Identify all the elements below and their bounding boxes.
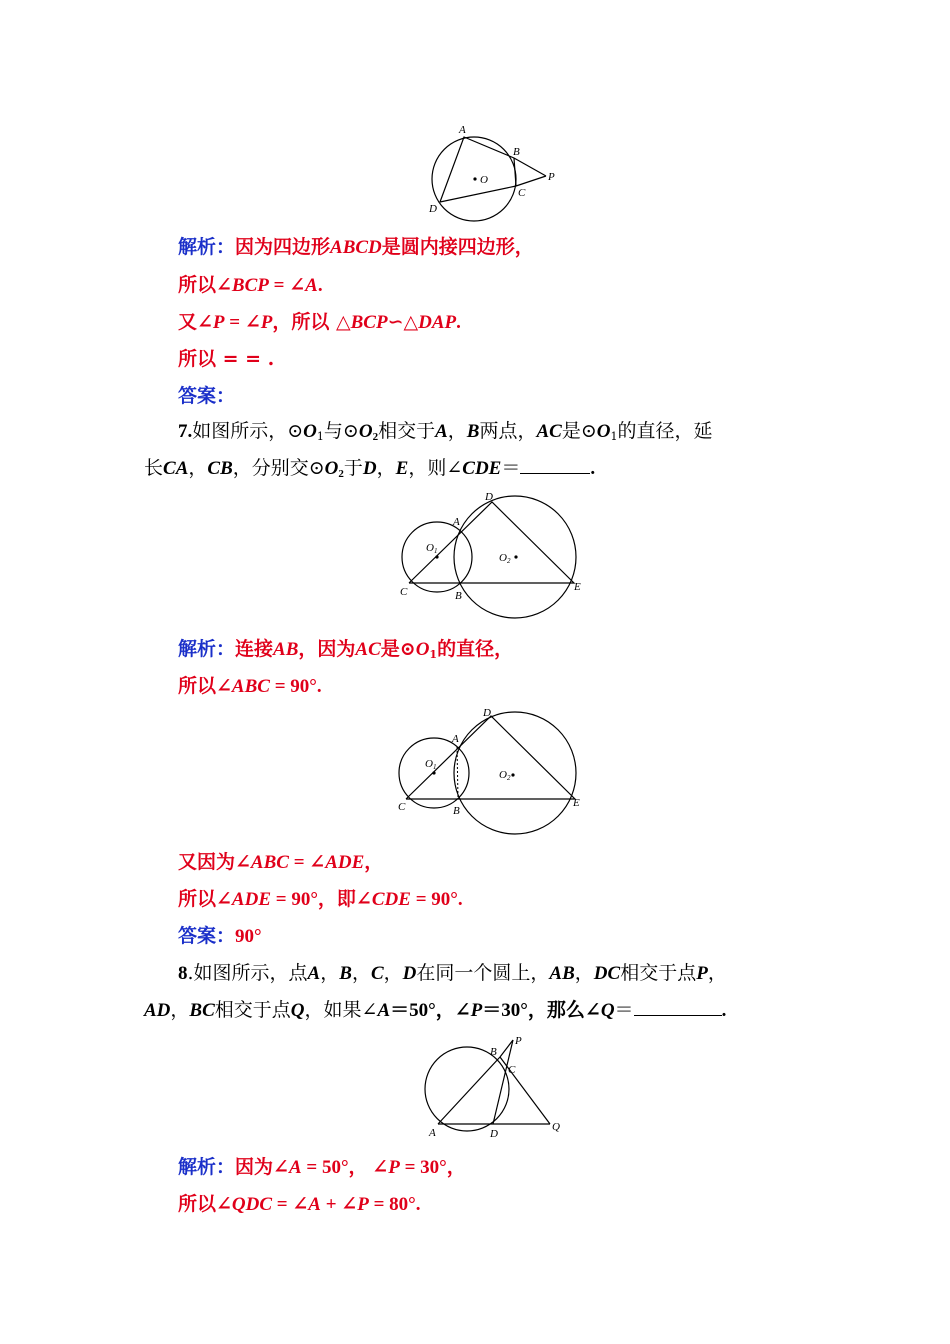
label-c: C [518,187,526,199]
text: 相交于点 [620,962,697,984]
text: AC [355,639,381,660]
text: ， [351,962,371,984]
analysis-tag: 解析： [178,1156,236,1178]
text: DAP [418,312,457,333]
solution8-line2 [178,1191,421,1218]
text: AB [273,639,299,660]
text: 所以∠ [178,888,232,910]
text: 所以∠ [178,675,232,697]
segment-a-b-p [438,1040,513,1124]
label-a: A [452,733,459,745]
text: CB [207,458,233,479]
text: E [395,458,409,479]
text: AB [549,963,575,984]
segment-d-c-p [440,176,546,202]
text: 相交于 [378,420,436,442]
solution6-line2 [178,272,323,299]
text: 是圆内接四边形， [381,236,534,258]
center-o2-dot [511,773,514,776]
label-a: A [429,1127,436,1139]
center-o2-dot [514,555,517,558]
text: ＝50°，∠ [390,1000,471,1021]
label-e: E [574,581,581,593]
text: .如图所示，点 [187,962,308,984]
text: ， [376,457,396,479]
text: 是⊙ [380,638,416,660]
text: O [324,458,339,479]
text: A [308,1194,321,1215]
text: P [388,1157,400,1178]
label-a: A [453,516,460,528]
text: ， [188,457,208,479]
text: BCP [231,275,269,296]
text: ＝ [614,999,634,1021]
text: . [317,275,323,296]
text: ABCD [330,237,382,258]
answer7 [178,923,262,950]
text: A [305,275,318,296]
label-c: C [398,801,406,813]
label-o2: O2 [499,552,511,565]
text: CDE [462,458,502,479]
text: ADE [231,889,271,910]
text: 又∠ [178,311,213,333]
text: 因为四边形 [235,236,331,258]
text: ADE [325,852,365,873]
label-c: C [400,586,408,598]
solution8-line1 [178,1154,466,1181]
label-e: E [573,797,580,809]
text: 所以∠ [178,274,232,296]
text: CDE [371,889,411,910]
text: = ∠ [272,1194,309,1215]
text: ， [320,962,340,984]
text: P [470,1000,483,1021]
text: ，则∠ [408,457,463,479]
subscript: 2 [338,468,344,480]
solution6-line1 [178,234,534,261]
text: = 90°，即∠ [271,889,372,910]
segment-d-a-b-p [440,137,546,202]
question7-line2 [144,455,595,482]
text: B [339,963,352,984]
text: = ∠ [288,852,326,873]
subscript: 1 [610,430,618,443]
text: 又因为∠ [178,851,251,873]
label-d: D [483,707,491,719]
label-o1: O1 [425,758,437,771]
answer-value: 90° [235,926,262,947]
text: 在同一个圆上， [416,962,550,984]
text: ＝30°，那么∠ [482,1000,601,1021]
figure-cyclic-quadrilateral-abcd [420,120,560,220]
solution7-line2 [178,673,322,700]
text: = 30°， [399,1157,466,1178]
question8-line2 [144,997,726,1024]
text: Q [290,1000,305,1021]
text: A [288,1157,302,1178]
text: D [362,458,377,479]
text: ， [383,962,403,984]
text: O [358,421,373,442]
text: ， [574,962,594,984]
center-o1-dot [435,555,438,558]
label-b: B [513,146,520,158]
text: AD [144,1000,171,1021]
text: O [303,421,317,442]
text: BCP [350,312,388,333]
text: Q [600,1000,615,1021]
question-number: 8 [178,963,188,984]
text: O [596,421,611,442]
text: ，所以 △ [272,311,351,333]
circle [425,1047,509,1131]
text: = 90°. [410,889,463,910]
figure-two-circles-q7-solution [392,706,592,821]
circle-o2 [454,712,576,834]
label-c: C [508,1064,516,1076]
text: = 50°， ∠ [301,1157,389,1178]
text: 的直径， [437,638,514,660]
text: P [696,963,708,984]
text: 与⊙ [323,420,359,442]
text: CA [163,458,189,479]
label-d: D [429,203,437,215]
text: 两点， [479,420,537,442]
solution6-line3 [178,309,461,336]
text: . [590,458,596,479]
text: ，因为 [298,638,356,660]
text: ， [364,851,384,873]
text: QDC [231,1194,273,1215]
text: . [721,1000,727,1021]
text: 因为∠ [235,1156,289,1178]
text: 的直径，延 [617,420,713,442]
label-p: P [548,171,555,183]
question-number: 7. [178,421,193,442]
label-a: A [459,124,466,136]
question8-line1 [178,960,727,987]
text: = ∠ [268,275,306,296]
text: ，如果∠ [304,999,378,1021]
text: = ∠ [224,312,261,333]
text: ， [707,962,727,984]
subscript: 2 [372,431,379,443]
solution6-line4: 所以 = = . [178,348,275,370]
label-o: O [480,174,488,186]
figure-two-circles-q7 [395,490,595,605]
label-b: B [453,805,460,817]
solution7-line4 [178,886,463,913]
text: A [377,1000,391,1021]
text: P [212,312,225,333]
solution7-line1 [178,636,513,663]
question7-line1 [178,418,713,445]
text: . [456,312,461,333]
text: B [466,421,480,442]
analysis-tag: 解析： [178,638,236,660]
text: BC [189,1000,215,1021]
text: O [415,639,430,660]
label-b: B [490,1046,497,1058]
label-o2: O2 [499,769,511,782]
text: DC [593,963,621,984]
text: = 80°. [368,1194,421,1215]
text: 连接 [235,638,274,660]
text: 是⊙ [561,420,597,442]
label-o1: O1 [426,542,438,555]
text: A [435,421,448,442]
analysis-tag: 解析： [178,236,236,258]
text: = 90°. [269,676,322,697]
subscript: 1 [316,430,324,443]
answer-tag: 答案： [178,925,236,947]
text: D [402,963,417,984]
text: 相交于点 [214,999,291,1021]
text: 长 [144,457,164,479]
label-q: Q [552,1121,560,1133]
text: AC [536,421,562,442]
text: ＝ [501,457,521,479]
label-d: D [485,491,493,503]
text: C [370,963,384,984]
solution7-line3 [178,849,383,876]
figure-circle-pq-q8 [420,1035,570,1145]
text: P [357,1194,369,1215]
answer-blank [520,457,590,474]
label-p: P [515,1035,522,1047]
text: 于 [343,457,363,479]
label-b: B [455,590,462,602]
center-o-dot [473,177,476,180]
text: P [260,312,273,333]
text: 所以∠ [178,1193,232,1215]
subscript: 1 [429,648,438,661]
answer6-tag: 答案： [178,385,236,407]
text: ∽△ [387,311,419,333]
text: ABC [250,852,289,873]
text: + ∠ [320,1194,358,1215]
text: ， [170,999,190,1021]
text: ，分别交⊙ [232,457,325,479]
text: 如图所示，⊙ [192,420,304,442]
center-o1-dot [432,771,435,774]
text: ABC [231,676,270,697]
label-d: D [490,1128,498,1140]
text: ， [447,420,467,442]
text: A [307,963,321,984]
answer-blank [634,999,722,1016]
